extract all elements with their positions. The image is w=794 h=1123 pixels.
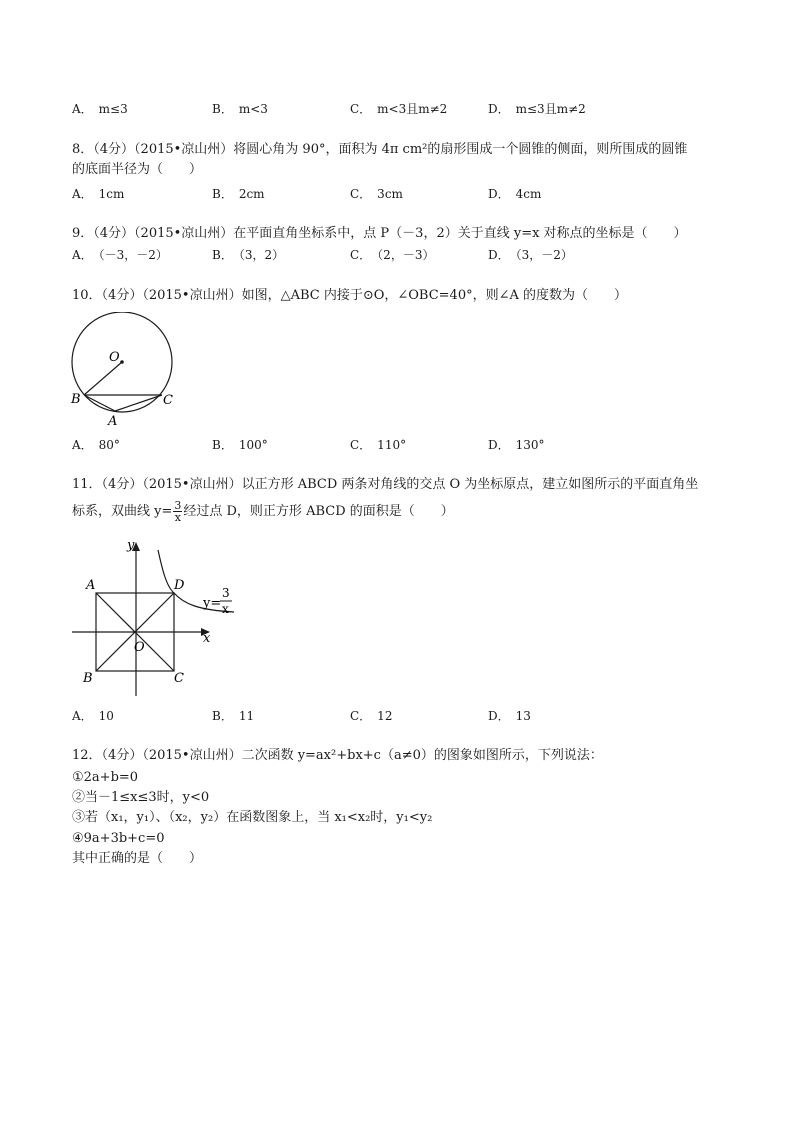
q11-stem-post: 经过点 D，则正方形 ABCD 的面积是（ ） (183, 504, 454, 519)
q8-stem-line2: 的底面半径为（ ） (72, 162, 203, 177)
label-b: B (71, 392, 81, 407)
label-d: D (174, 578, 185, 593)
q12-closing: 其中正确的是（ ） (72, 851, 203, 866)
label-b: B (83, 671, 93, 686)
q11-option-d: D． 13 (488, 709, 531, 723)
q8-option-c: C． 3cm (350, 187, 403, 201)
q10-option-c: C． 110° (350, 438, 407, 452)
label-o: O (109, 350, 120, 365)
segment-ab (84, 395, 115, 411)
q7-option-a: A． m≤3 (72, 102, 128, 116)
q10-options (72, 436, 732, 454)
label-x-axis: x (203, 631, 211, 646)
q10-option-a: A． 80° (72, 438, 120, 452)
segment-ob (84, 362, 122, 395)
q7-options (72, 100, 732, 118)
q12-item-1: ①2a+b=0 (72, 770, 139, 785)
q7-option-b: B． m<3 (212, 102, 268, 116)
q11-stem-pre: 标系，双曲线 y= (72, 504, 173, 519)
center-point (120, 360, 124, 364)
label-c: C (174, 671, 184, 686)
q7-option-d: D． m≤3且m≠2 (488, 102, 586, 116)
q10-option-b: B． 100° (212, 438, 268, 452)
q7-option-c: C． m<3且m≠2 (350, 102, 448, 116)
q9-stem-line1: 9．（4分）（2015•凉山州）在平面直角坐标系中，点 P（－3，2）关于直线 y=x 对称点的坐标是（ ） (72, 226, 687, 241)
q11-option-c: C． 12 (350, 709, 393, 723)
q11-option-a: A． 10 (72, 709, 114, 723)
q8-option-d: D． 4cm (488, 187, 542, 201)
q8-option-a: A． 1cm (72, 187, 125, 201)
curve-label: y= (203, 596, 222, 611)
q11-stem-line2 (72, 500, 454, 524)
q10-option-d: D． 130° (488, 438, 545, 452)
q8-options (72, 185, 732, 203)
label-a: A (108, 414, 118, 429)
q11-options (72, 707, 732, 725)
label-a: A (86, 578, 96, 593)
q10-circle-figure (60, 312, 190, 430)
q11-option-b: B． 11 (212, 709, 255, 723)
q8-stem-line1: 8．（4分）（2015•凉山州）将圆心角为 90°，面积为 4π cm²的扇形围成一个圆锥的侧面，则所围成的圆锥 (72, 142, 688, 157)
q11-fraction-num: 3 (174, 499, 182, 512)
curve-label-num: 3 (222, 586, 230, 600)
q10-stem-line1: 10．（4分）（2015•凉山州）如图，△ABC 内接于⊙O，∠OBC=40°，则∠A 的度数为（ ） (72, 288, 628, 303)
q9-options (72, 246, 732, 264)
q11-stem-line1: 11．（4分）（2015•凉山州）以正方形 ABCD 两条对角线的交点 O 为坐标原点，建立如图所示的平面直角坐 (72, 477, 699, 492)
q9-option-d: D． （3，－2） (488, 248, 573, 262)
q12-stem-line1: 12．（4分）（2015•凉山州）二次函数 y=ax²+bx+c（a≠0）的图象如图所示，下列说法： (72, 748, 603, 763)
q11-fraction (173, 500, 182, 523)
q12-item-2: ②当－1≤x≤3时，y<0 (72, 790, 210, 805)
q8-option-b: B． 2cm (212, 187, 265, 201)
q11-fraction-den: x (174, 511, 181, 524)
q11-square-figure (66, 538, 246, 698)
label-y-axis: y (127, 538, 135, 553)
q12-item-4: ④9a+3b+c=0 (72, 831, 165, 846)
label-c: C (163, 393, 173, 408)
q9-option-c: C． （2，－3） (350, 248, 435, 262)
q9-option-a: A． （－3，－2） (72, 248, 168, 262)
q9-option-b: B． （3，2） (212, 248, 285, 262)
label-o: O (134, 640, 145, 655)
q12-item-3: ③若（x₁，y₁）、（x₂，y₂）在函数图象上，当 x₁<x₂时，y₁<y₂ (72, 810, 433, 825)
curve-label-den: x (222, 602, 229, 616)
